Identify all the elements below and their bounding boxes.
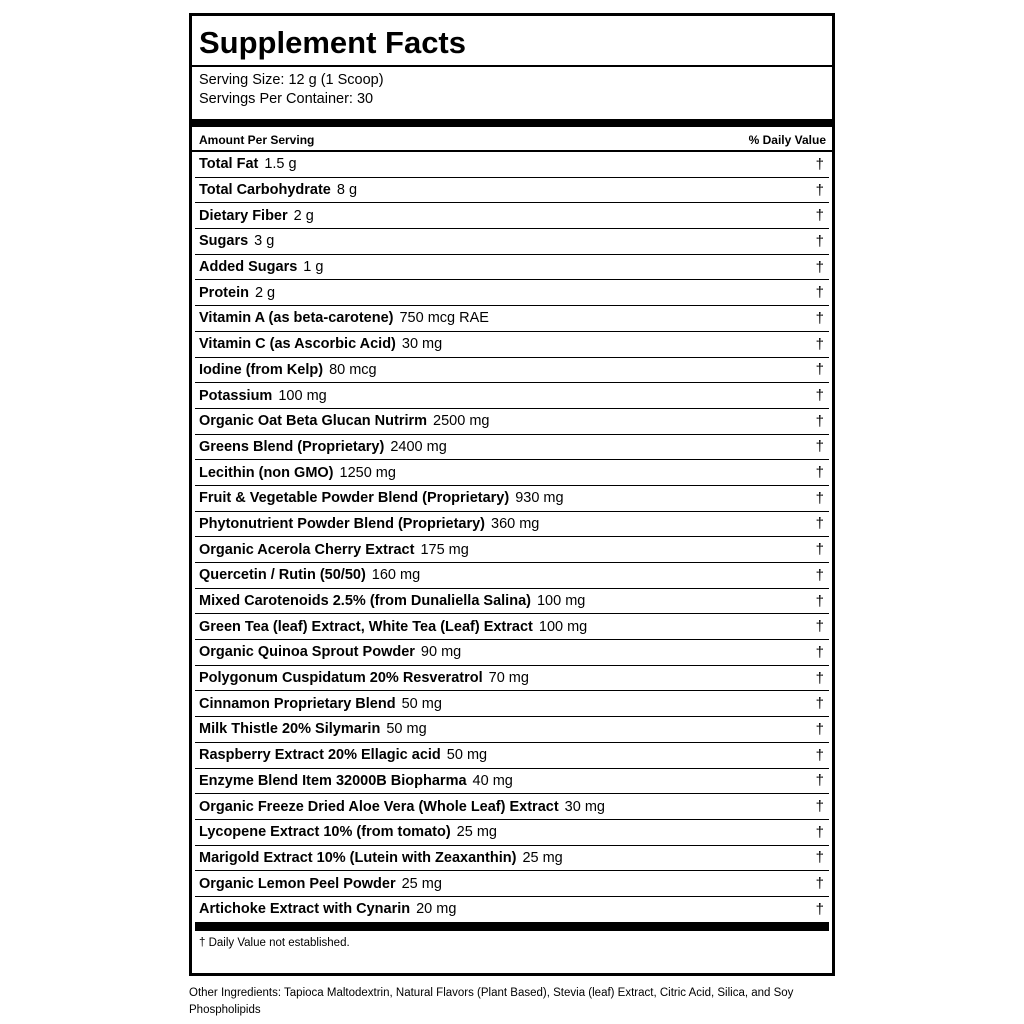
daily-value-dagger: †	[815, 387, 824, 405]
nutrient-amount: 1.5 g	[264, 156, 297, 173]
nutrient-cell	[199, 670, 529, 686]
daily-value-dagger: †	[815, 720, 824, 738]
amount-per-serving-label: Amount Per Serving	[199, 133, 315, 147]
nutrient-amount: 1 g	[303, 259, 324, 276]
table-row	[195, 332, 829, 358]
serving-info	[192, 67, 832, 127]
table-row	[195, 614, 829, 640]
nutrient-amount: 80 mcg	[329, 361, 377, 378]
daily-value-dagger: †	[815, 438, 824, 456]
nutrient-amount: 100 mg	[278, 387, 327, 404]
nutrient-name: Total Fat	[199, 156, 259, 173]
nutrient-cell	[199, 567, 420, 583]
daily-value-dagger: †	[815, 669, 824, 687]
daily-value-dagger: †	[815, 900, 824, 918]
nutrient-name: Quercetin / Rutin (50/50)	[199, 567, 366, 584]
nutrient-cell	[199, 773, 513, 789]
nutrient-cell	[199, 362, 377, 378]
nutrient-name: Vitamin A (as beta-carotene)	[199, 310, 394, 327]
daily-value-dagger: †	[815, 335, 824, 353]
nutrient-name: Milk Thistle 20% Silymarin	[199, 721, 381, 738]
nutrient-amount: 100 mg	[536, 593, 586, 610]
table-row	[195, 769, 829, 795]
nutrient-name: Organic Acerola Cherry Extract	[199, 541, 415, 558]
nutrient-name: Organic Freeze Dried Aloe Vera (Whole Leaf) Extract	[199, 798, 559, 815]
nutrient-name: Lecithin (non GMO)	[199, 464, 334, 481]
nutrient-amount: 175 mg	[420, 541, 469, 558]
table-row	[195, 717, 829, 743]
nutrient-name: Polygonum Cuspidatum 20% Resveratrol	[199, 670, 483, 687]
daily-value-dagger: †	[815, 618, 824, 636]
nutrient-amount: 8 g	[336, 182, 358, 199]
daily-value-dagger: †	[815, 207, 824, 225]
nutrient-name: Cinnamon Proprietary Blend	[199, 695, 396, 712]
nutrient-amount: 2500 mg	[433, 413, 490, 430]
daily-value-dagger: †	[815, 232, 824, 250]
nutrient-name: Marigold Extract 10% (Lutein with Zeaxanthin)	[199, 849, 517, 866]
nutrient-cell	[199, 824, 497, 840]
table-row	[195, 358, 829, 384]
nutrient-amount: 30 mg	[401, 336, 443, 353]
nutrient-name: Potassium	[199, 387, 273, 404]
nutrient-cell	[199, 747, 487, 763]
daily-value-dagger: †	[815, 643, 824, 661]
daily-value-dagger: †	[815, 309, 824, 327]
table-row	[195, 229, 829, 255]
nutrient-amount: 930 mg	[515, 490, 564, 507]
daily-value-dagger: †	[815, 412, 824, 430]
nutrient-cell	[199, 465, 396, 481]
daily-value-dagger: †	[815, 823, 824, 841]
daily-value-dagger: †	[815, 464, 824, 482]
other-ingredients: Other Ingredients: Tapioca Maltodextrin, Natural Flavors (Plant Based), Stevia (leaf) Extract, Citric Acid, Silica, and Soy Phospholipids	[189, 987, 794, 1016]
servings-per-container: Servings Per Container: 30	[199, 91, 374, 107]
daily-value-dagger: †	[815, 541, 824, 559]
nutrient-cell	[199, 516, 539, 532]
nutrient-amount: 50 mg	[386, 721, 427, 738]
nutrient-name: Raspberry Extract 20% Ellagic acid	[199, 747, 441, 764]
serving-size: Serving Size: 12 g (1 Scoop)	[199, 72, 384, 88]
nutrient-cell	[199, 310, 489, 326]
nutrient-name: Phytonutrient Powder Blend (Proprietary)	[199, 515, 485, 532]
panel-title: Supplement Facts	[192, 16, 832, 67]
nutrient-cell	[199, 542, 469, 558]
table-row	[195, 563, 829, 589]
nutrient-amount: 70 mg	[488, 670, 529, 687]
nutrient-amount: 25 mg	[456, 824, 497, 841]
table-row	[195, 203, 829, 229]
nutrient-cell	[199, 208, 314, 224]
table-row	[195, 383, 829, 409]
table-row	[195, 743, 829, 769]
column-header	[192, 130, 832, 152]
table-row	[195, 666, 829, 692]
table-row	[195, 691, 829, 717]
nutrient-amount: 30 mg	[564, 798, 605, 815]
nutrient-amount: 20 mg	[416, 901, 457, 918]
nutrient-amount: 50 mg	[401, 695, 442, 712]
nutrient-amount: 25 mg	[522, 849, 563, 866]
table-row	[195, 178, 829, 204]
nutrient-amount: 2400 mg	[390, 438, 447, 455]
nutrient-cell	[199, 799, 605, 815]
nutrient-name: Organic Oat Beta Glucan Nutrirm	[199, 413, 428, 430]
table-row	[195, 409, 829, 435]
table-row	[195, 512, 829, 538]
table-row	[195, 589, 829, 615]
table-row	[195, 871, 829, 897]
nutrient-cell	[199, 413, 489, 429]
nutrient-cell	[199, 388, 327, 404]
daily-value-dagger: †	[815, 489, 824, 507]
table-row	[195, 794, 829, 820]
nutrient-table	[195, 152, 829, 931]
nutrient-name: Fruit & Vegetable Powder Blend (Proprietary)	[199, 490, 510, 507]
nutrient-name: Added Sugars	[199, 259, 298, 276]
daily-value-dagger: †	[815, 284, 824, 302]
table-row	[195, 306, 829, 332]
nutrient-cell	[199, 285, 275, 301]
nutrient-amount: 90 mg	[420, 644, 462, 661]
nutrient-name: Dietary Fiber	[199, 207, 288, 224]
nutrient-name: Mixed Carotenoids 2.5% (from Dunaliella Salina)	[199, 593, 531, 610]
table-row	[195, 897, 829, 924]
nutrient-cell	[199, 233, 274, 249]
nutrient-name: Green Tea (leaf) Extract, White Tea (Leaf) Extract	[199, 618, 533, 635]
nutrient-amount: 1250 mg	[339, 464, 396, 481]
nutrient-cell	[199, 490, 564, 506]
nutrient-cell	[199, 156, 297, 172]
nutrient-cell	[199, 901, 456, 917]
nutrient-cell	[199, 876, 442, 892]
nutrient-cell	[199, 259, 323, 275]
nutrient-amount: 2 g	[254, 284, 276, 301]
daily-value-dagger: †	[815, 875, 824, 893]
nutrient-cell	[199, 336, 442, 352]
daily-value-dagger: †	[815, 566, 824, 584]
table-row	[195, 460, 829, 486]
nutrient-name: Enzyme Blend Item 32000B Biopharma	[199, 772, 467, 789]
nutrient-name: Organic Quinoa Sprout Powder	[199, 644, 415, 661]
daily-value-dagger: †	[815, 181, 824, 199]
nutrient-name: Protein	[199, 284, 249, 301]
daily-value-dagger: †	[815, 849, 824, 867]
nutrient-cell	[199, 619, 587, 635]
table-row	[195, 255, 829, 281]
nutrient-cell	[199, 696, 442, 712]
nutrient-name: Total Carbohydrate	[199, 182, 331, 199]
nutrient-cell	[199, 593, 585, 609]
daily-value-dagger: †	[815, 746, 824, 764]
nutrient-amount: 40 mg	[472, 772, 513, 789]
table-row	[195, 435, 829, 461]
nutrient-name: Organic Lemon Peel Powder	[199, 875, 396, 892]
daily-value-dagger: †	[815, 155, 824, 173]
nutrient-cell	[199, 850, 563, 866]
daily-value-dagger: †	[815, 772, 824, 790]
daily-value-label: % Daily Value	[748, 133, 826, 147]
nutrient-amount: 160 mg	[371, 567, 421, 584]
table-row	[195, 280, 829, 306]
nutrient-amount: 750 mcg RAE	[399, 310, 489, 327]
nutrient-name: Iodine (from Kelp)	[199, 361, 324, 378]
nutrient-name: Artichoke Extract with Cynarin	[199, 901, 411, 918]
table-row	[195, 820, 829, 846]
daily-value-dagger: †	[815, 258, 824, 276]
daily-value-dagger: †	[815, 798, 824, 816]
table-row	[195, 152, 829, 178]
supplement-facts-panel	[189, 13, 835, 976]
nutrient-cell	[199, 182, 357, 198]
table-row	[195, 537, 829, 563]
table-row	[195, 486, 829, 512]
nutrient-amount: 360 mg	[491, 515, 540, 532]
nutrient-amount: 3 g	[254, 233, 275, 250]
nutrient-amount: 100 mg	[538, 618, 588, 635]
nutrient-name: Vitamin C (as Ascorbic Acid)	[199, 336, 396, 353]
nutrient-name: Sugars	[199, 233, 249, 250]
nutrient-amount: 25 mg	[401, 875, 442, 892]
daily-value-dagger: †	[815, 515, 824, 533]
footnote: † Daily Value not established.	[199, 936, 350, 949]
daily-value-dagger: †	[815, 361, 824, 379]
nutrient-name: Lycopene Extract 10% (from tomato)	[199, 824, 451, 841]
nutrient-cell	[199, 439, 447, 455]
nutrient-amount: 50 mg	[446, 747, 488, 764]
table-row	[195, 846, 829, 872]
nutrient-cell	[199, 721, 427, 737]
table-row	[195, 640, 829, 666]
daily-value-dagger: †	[815, 592, 824, 610]
nutrient-name: Greens Blend (Proprietary)	[199, 438, 385, 455]
nutrient-amount: 2 g	[293, 207, 314, 224]
nutrient-cell	[199, 644, 461, 660]
daily-value-dagger: †	[815, 695, 824, 713]
